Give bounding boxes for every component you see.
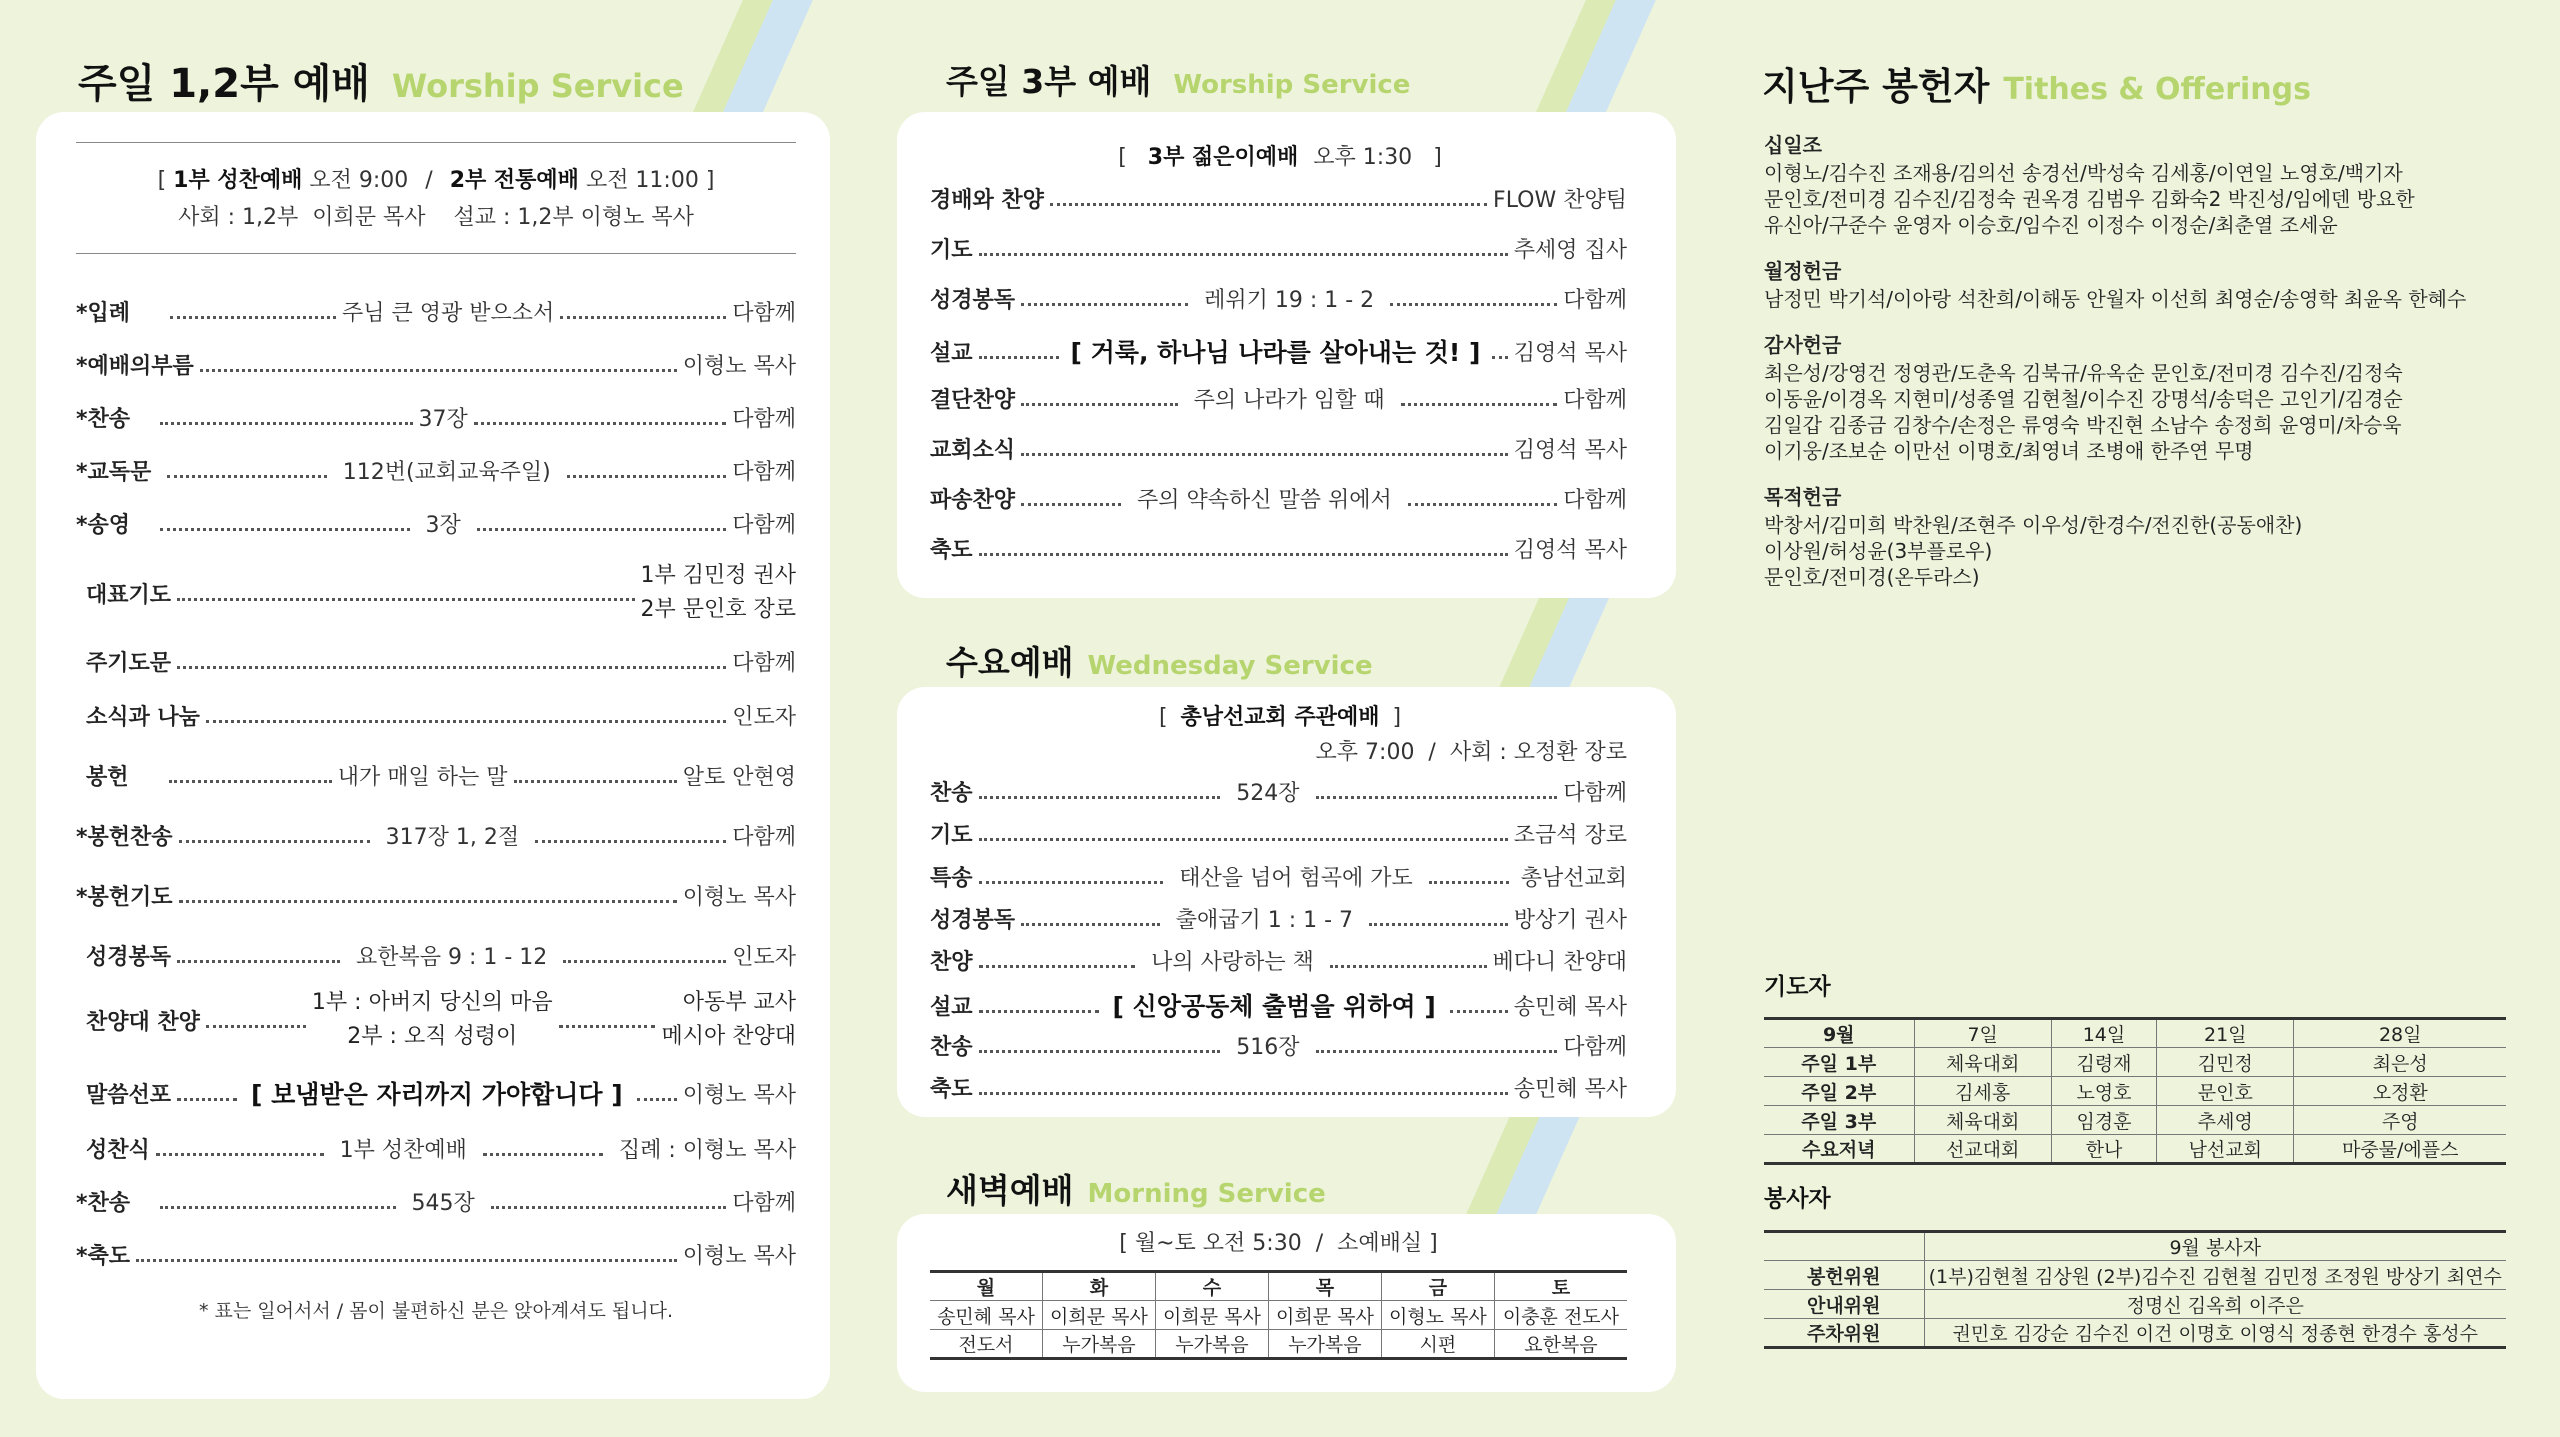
donor-line: 이동윤/이경옥 지현미/성종열 김현철/이수진 강명석/송덕은 고인기/김경순 bbox=[1764, 387, 2403, 411]
order-item: 대표기도 1부 김민정 권사 2부 문인호 장로 bbox=[86, 563, 796, 622]
sermon-title: [ 신앙공동체 출범을 위하여 ] bbox=[1112, 992, 1436, 1021]
servers-header: 9월 봉사자 bbox=[1924, 1232, 2506, 1261]
leader-cell: 이충훈 전도사 bbox=[1494, 1301, 1627, 1330]
prayer-cell: 선교대회 bbox=[1914, 1135, 2051, 1164]
donor-line: 이상원/허성윤(3부플로우) bbox=[1764, 539, 1993, 563]
prayer-cell: 체육대회 bbox=[1914, 1106, 2051, 1135]
section-subtitle: Morning Service bbox=[1087, 1179, 1326, 1209]
order-item: 파송찬양 주의 약속하신 말씀 위에서 다함께 bbox=[930, 488, 1627, 513]
prayer-cell: 체육대회 bbox=[1914, 1048, 2051, 1077]
prayer-cell: 한나 bbox=[2051, 1135, 2156, 1164]
date-header: 21일 bbox=[2157, 1019, 2294, 1048]
order-item: 성경봉독 레위기 19 : 1 - 2 다함께 bbox=[930, 288, 1627, 313]
prayer-cell: 추세영 bbox=[2157, 1106, 2294, 1135]
order-item: 특송 태산을 넘어 험곡에 가도 총남선교회 bbox=[930, 866, 1627, 891]
service-1-time: 오전 9:00 bbox=[309, 168, 409, 193]
section-heading-sunday-12 bbox=[78, 52, 684, 109]
divider bbox=[76, 142, 796, 143]
prayer-cell: 김세홍 bbox=[1914, 1077, 2051, 1106]
date-header: 14일 bbox=[2051, 1019, 2156, 1048]
day-header: 월 bbox=[930, 1272, 1042, 1301]
leader-cell: 이희문 목사 bbox=[1155, 1301, 1268, 1330]
order-item: 기도 추세영 집사 bbox=[930, 238, 1627, 263]
prayer-cell: 남선교회 bbox=[2157, 1135, 2294, 1164]
section-title: 수요예배 bbox=[946, 643, 1074, 682]
scripture-cell: 전도서 bbox=[930, 1330, 1042, 1359]
role-members: (1부)김현철 김상원 (2부)김수진 김현철 김민정 조정원 방상기 최연수 bbox=[1924, 1261, 2506, 1290]
scripture-cell: 누가복음 bbox=[1268, 1330, 1381, 1359]
sermon-title: [ 거룩, 하나님 나라를 살아내는 것! ] bbox=[1070, 338, 1481, 367]
order-item: 경배와 찬양 FLOW 찬양팀 bbox=[930, 188, 1627, 213]
prayer-cell: 임경훈 bbox=[2051, 1106, 2156, 1135]
day-header: 토 bbox=[1494, 1272, 1627, 1301]
role-name: 안내위원 bbox=[1764, 1290, 1924, 1319]
service-name: 주일 3부 bbox=[1764, 1106, 1914, 1135]
donor-line: 김일갑 김종금 김창수/손정은 류영숙 박진현 소남수 송정희 윤영미/차승욱 bbox=[1764, 413, 2402, 437]
order-item: 축도 김영석 목사 bbox=[930, 538, 1627, 563]
section-heading-tithes bbox=[1762, 56, 2311, 110]
role-name: 봉헌위원 bbox=[1764, 1261, 1924, 1290]
day-header: 수 bbox=[1155, 1272, 1268, 1301]
service-officiants: 사회 : 1,2부 이희문 목사 설교 : 1,2부 이형노 목사 bbox=[178, 205, 694, 230]
donor-line: 최은성/강영건 정영관/도춘옥 김북규/유옥순 문인호/전미경 김수진/김정숙 bbox=[1764, 361, 2403, 385]
prayer-cell: 주영 bbox=[2294, 1106, 2506, 1135]
order-item: *찬송 545장 다함께 bbox=[76, 1191, 796, 1216]
role-members: 권민호 김강순 김수진 이건 이명호 이영식 정종현 한경수 홍성수 bbox=[1924, 1319, 2506, 1348]
date-header: 28일 bbox=[2294, 1019, 2506, 1048]
service-name: 주일 1부 bbox=[1764, 1048, 1914, 1077]
section-subtitle: Worship Service bbox=[391, 67, 684, 105]
prayer-title: 기도자 bbox=[1764, 974, 1831, 1000]
leader-cell: 이희문 목사 bbox=[1042, 1301, 1155, 1330]
donor-line: 남정민 박기석/이아랑 석찬희/이해동 안월자 이선희 최영순/송영학 최윤옥 한혜수 bbox=[1764, 287, 2467, 311]
order-item: 교회소식 김영석 목사 bbox=[930, 438, 1627, 463]
standing-note: * 표는 일어서서 / 몸이 불편하신 분은 앉아계셔도 됩니다. bbox=[198, 1300, 674, 1322]
prayer-cell: 최은성 bbox=[2294, 1048, 2506, 1077]
offering-group-thanks: 감사헌금 최은성/강영건 정영관/도춘옥 김북규/유옥순 문인호/전미경 김수진/김정숙 이동윤/이경옥 지현미/성종열 김현철/이수진 강명석/송덕은 고인기/김경순 김일갑 김종금 김창수/손정은 류영숙 박진현 소남수 송정희 윤영미/차승욱 이기웅/조보순 이만선 이명호/최영녀 조병애 한주연 무명 bbox=[1764, 332, 2544, 464]
servers-title: 봉사자 bbox=[1764, 1186, 1831, 1212]
service-time: 오후 7:00 / 사회 : 오정환 장로 bbox=[1315, 740, 1627, 765]
prayer-cell: 김민정 bbox=[2157, 1048, 2294, 1077]
order-item: 성경봉독 출애굽기 1 : 1 - 7 방상기 권사 bbox=[930, 908, 1628, 933]
divider bbox=[76, 253, 796, 254]
order-item: 봉헌 내가 매일 하는 말 알토 안현영 bbox=[86, 765, 796, 790]
order-item: *봉헌기도 이형노 목사 bbox=[76, 885, 796, 910]
day-header: 금 bbox=[1381, 1272, 1494, 1301]
order-item: *입례 주님 큰 영광 받으소서 다함께 bbox=[76, 301, 796, 326]
donor-line: 문인호/전미경(온두라스) bbox=[1764, 565, 1980, 589]
section-subtitle: Worship Service bbox=[1173, 70, 1411, 100]
order-item: 기도 조금석 장로 bbox=[930, 823, 1627, 848]
leader-cell: 송민혜 목사 bbox=[930, 1301, 1042, 1330]
order-item-sermon: 설교 [ 신앙공동체 출범을 위하여 ] 송민혜 목사 bbox=[930, 987, 1627, 1023]
donor-line: 문인호/전미경 김수진/김정숙 권옥경 김범우 김화숙2 박진성/임에덴 방요한 bbox=[1764, 187, 2415, 211]
offering-group-tithe: 십일조 이형노/김수진 조재용/김의선 송경선/박성숙 김세홍/이연일 노영호/백기자 문인호/전미경 김수진/김정숙 권옥경 김범우 김화숙2 박진성/임에덴 방요한 유신아/구준수 윤영자 이승호/임수진 이정수 이정순/최춘열 조세윤 bbox=[1764, 132, 2544, 238]
order-item: 찬송 524장 다함께 bbox=[930, 781, 1627, 806]
order-item: 찬양 나의 사랑하는 책 베다니 찬양대 bbox=[930, 950, 1628, 975]
order-item-sermon: 설교 [ 거룩, 하나님 나라를 살아내는 것! ] 김영석 목사 bbox=[930, 333, 1627, 369]
service-name: 수요저녁 bbox=[1764, 1135, 1914, 1164]
order-item: *봉헌찬송 317장 1, 2절 다함께 bbox=[76, 825, 797, 850]
section-title: 주일 1,2부 예배 bbox=[78, 61, 370, 107]
donor-line: 박창서/김미희 박찬원/조현주 이우성/한경수/전진한(공동애찬) bbox=[1764, 513, 2303, 537]
date-header: 7일 bbox=[1914, 1019, 2051, 1048]
offering-group-monthly: 월정헌금 남정민 박기석/이아랑 석찬희/이해동 안월자 이선희 최영순/송영학 최윤옥 한혜수 bbox=[1764, 258, 2544, 312]
scripture-cell: 시편 bbox=[1381, 1330, 1494, 1359]
order-item: *송영 3장 다함께 bbox=[76, 513, 796, 538]
order-item: *축도 이형노 목사 bbox=[76, 1244, 796, 1269]
order-item: 주기도문 다함께 bbox=[86, 651, 796, 676]
prayer-cell: 문인호 bbox=[2157, 1077, 2294, 1106]
order-item: 소식과 나눔 인도자 bbox=[86, 705, 796, 730]
donor-line: 유신아/구준수 윤영자 이승호/임수진 이정수 이정순/최춘열 조세윤 bbox=[1764, 213, 2338, 237]
role-name: 주차위원 bbox=[1764, 1319, 1924, 1348]
prayer-cell: 김령재 bbox=[2051, 1048, 2156, 1077]
scripture-cell: 누가복음 bbox=[1155, 1330, 1268, 1359]
order-item: *교독문 112번(교회교육주일) 다함께 bbox=[76, 460, 797, 485]
scripture-cell: 요한복음 bbox=[1494, 1330, 1627, 1359]
morning-schedule-table bbox=[930, 1270, 1627, 1360]
service-2-name: 2부 전통예배 bbox=[449, 168, 579, 193]
donor-line: 이기웅/조보순 이만선 이명호/최영녀 조병애 한주연 무명 bbox=[1764, 439, 2254, 463]
service-2-time: 오전 11:00 bbox=[585, 168, 699, 193]
service-time: [ 월~토 오전 5:30 / 소예배실 ] bbox=[1119, 1231, 1438, 1256]
service-name: 주일 2부 bbox=[1764, 1077, 1914, 1106]
order-item: 찬송 516장 다함께 bbox=[930, 1035, 1627, 1060]
section-subtitle: Tithes & Offerings bbox=[2003, 72, 2311, 107]
month-header: 9월 bbox=[1764, 1019, 1914, 1048]
order-item: *예배의부름 이형노 목사 bbox=[76, 354, 796, 379]
section-subtitle: Wednesday Service bbox=[1087, 651, 1373, 681]
order-item: 성찬식 1부 성찬예배 집례 : 이형노 목사 bbox=[86, 1138, 796, 1163]
section-heading-sunday-3 bbox=[946, 56, 1410, 103]
section-title: 주일 3부 예배 bbox=[946, 62, 1152, 101]
prayer-cell: 노영호 bbox=[2051, 1077, 2156, 1106]
offering-group-purpose: 목적헌금 박창서/김미희 박찬원/조현주 이우성/한경수/전진한(공동애찬) 이상원/허성윤(3부플로우) 문인호/전미경(온두라스) bbox=[1764, 484, 2544, 590]
order-item: *찬송 37장 다함께 bbox=[76, 407, 796, 432]
leader-cell: 이형노 목사 bbox=[1381, 1301, 1494, 1330]
leader-cell: 이희문 목사 bbox=[1268, 1301, 1381, 1330]
section-title: 새벽예배 bbox=[946, 1171, 1074, 1210]
day-header: 목 bbox=[1268, 1272, 1381, 1301]
day-header: 화 bbox=[1042, 1272, 1155, 1301]
order-item: 성경봉독 요한복음 9 : 1 - 12 인도자 bbox=[86, 945, 797, 970]
donor-line: 이형노/김수진 조재용/김의선 송경선/박성숙 김세홍/이연일 노영호/백기자 bbox=[1764, 161, 2403, 185]
servers-table bbox=[1764, 1230, 2506, 1349]
sermon-title: [ 보냄받은 자리까지 가야합니다 ] bbox=[251, 1080, 623, 1109]
scripture-cell: 누가복음 bbox=[1042, 1330, 1155, 1359]
order-item: 축도 송민혜 목사 bbox=[930, 1077, 1627, 1102]
prayer-schedule-table bbox=[1764, 1017, 2506, 1165]
role-members: 정명신 김옥희 이주은 bbox=[1924, 1290, 2506, 1319]
section-heading-morning bbox=[946, 1165, 1326, 1212]
prayer-cell: 오정환 bbox=[2294, 1077, 2506, 1106]
service-time: [ 3부 젊은이예배 오후 1:30 ] bbox=[1118, 145, 1442, 170]
section-heading-wednesday bbox=[946, 637, 1373, 684]
order-item-sermon: 말씀선포 [ 보냄받은 자리까지 가야합니다 ] 이형노 목사 bbox=[86, 1075, 796, 1111]
section-title: 지난주 봉헌자 bbox=[1762, 65, 1990, 108]
service-times: [ 1부 성찬예배 오전 9:00 / 2부 전통예배 오전 11:00 ] bbox=[157, 168, 715, 193]
offering-list bbox=[1764, 132, 2544, 610]
order-item: 찬양대 찬양 1부 : 아버지 당신의 마음 2부 : 오직 성령이 아동부 교사 메시아 찬양대 bbox=[86, 990, 796, 1049]
prayer-cell: 마중물/에플스 bbox=[2294, 1135, 2506, 1164]
service-1-name: 1부 성찬예배 bbox=[173, 168, 303, 193]
order-item: 결단찬양 주의 나라가 임할 때 다함께 bbox=[930, 388, 1627, 413]
service-host: [ 총남선교회 주관예배 ] bbox=[1158, 705, 1402, 730]
